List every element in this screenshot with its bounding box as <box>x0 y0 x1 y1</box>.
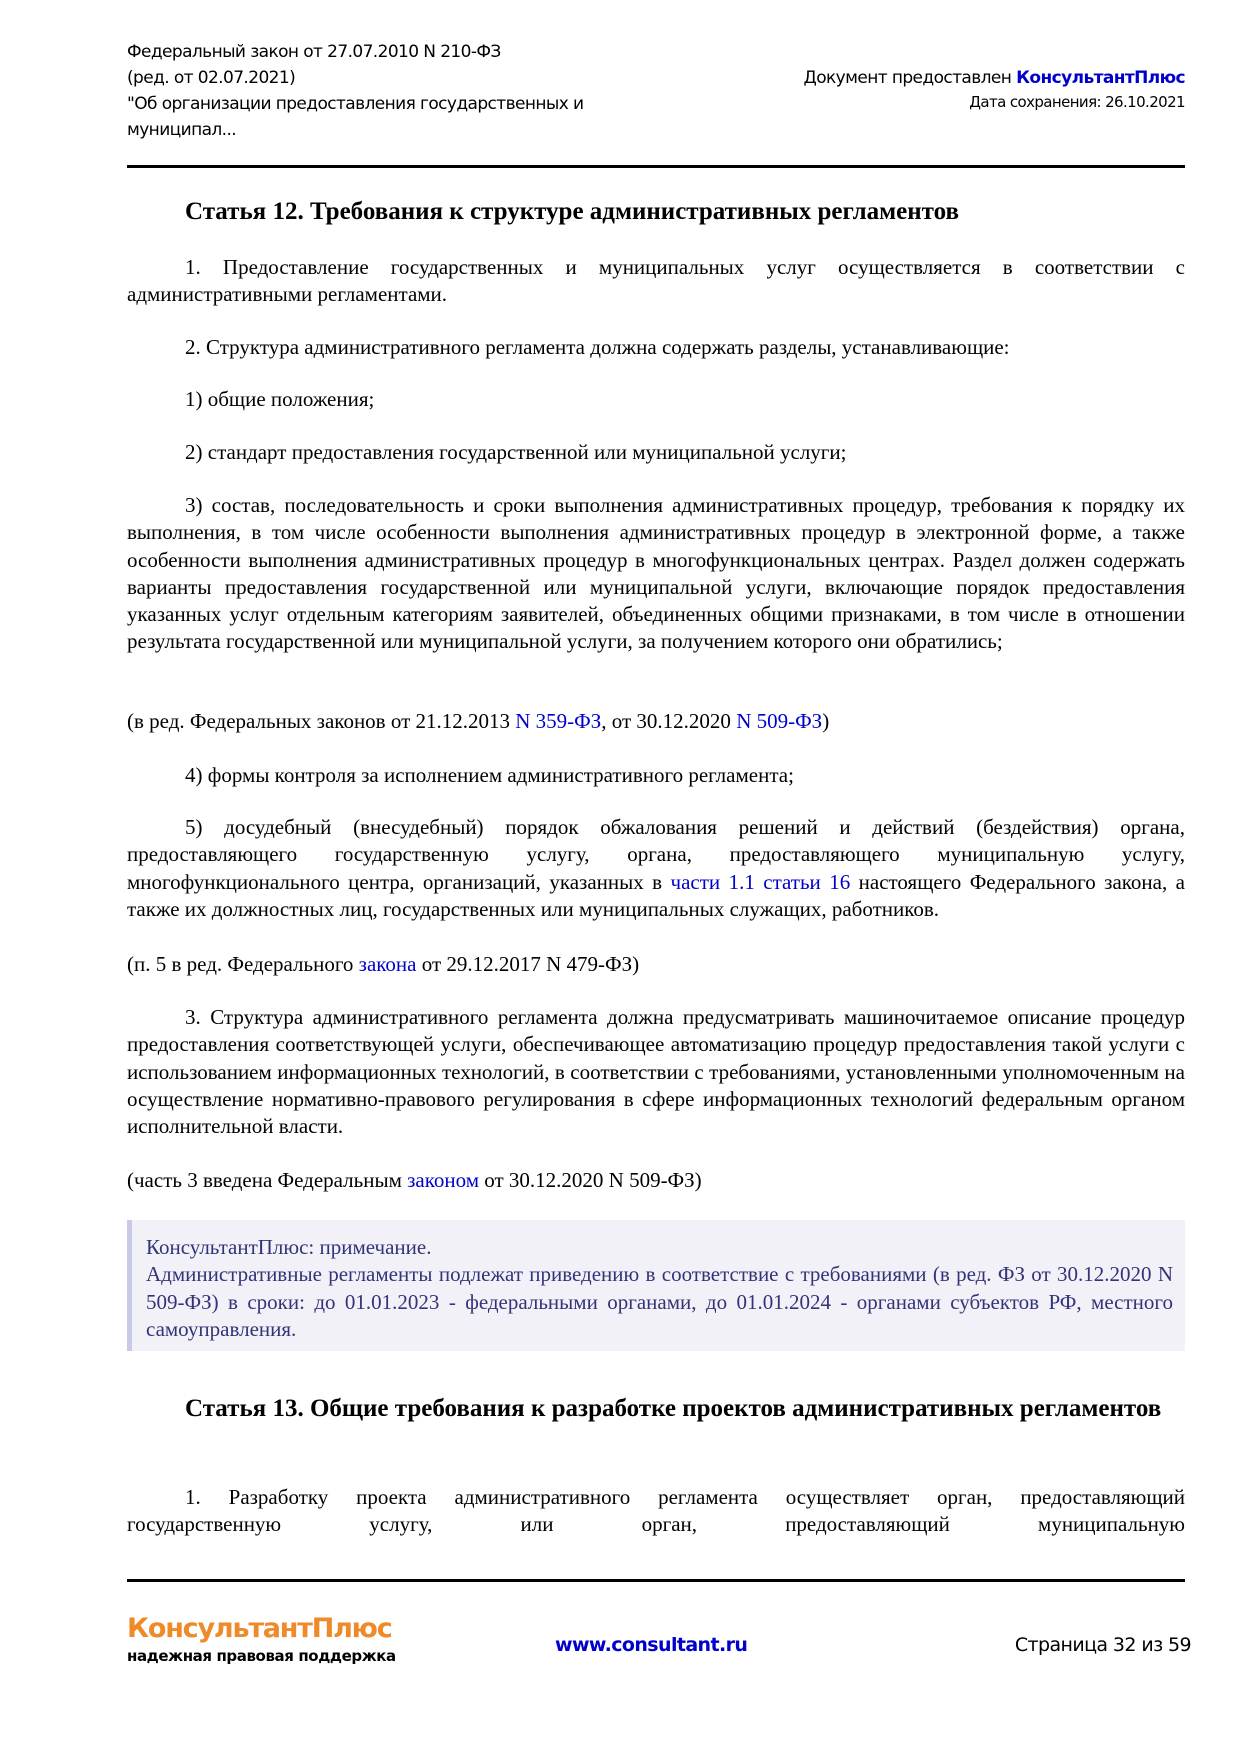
list-item: 2) стандарт предоставления государственной или муниципальной услуги; <box>185 440 847 464</box>
item-text: 5) досудебный (внесудебный) порядок обжалования решений и действий (бездействия) органа, предоставляющего государственную услугу, органа, предоставляющего муниципальную услугу, многофункционального центра, организаций, указанных в <box>127 815 1185 894</box>
note-text: (п. 5 в ред. Федерального <box>127 952 359 976</box>
footer-logo <box>127 1612 396 1666</box>
note-text: (часть 3 введена Федеральным <box>127 1168 408 1192</box>
save-date: Дата сохранения: 26.10.2021 <box>969 93 1185 111</box>
consultant-note-box <box>127 1220 1185 1351</box>
amendment-note <box>127 708 1185 735</box>
list-item <box>127 814 1185 923</box>
header-line: Федеральный закон от 27.07.2010 N 210-ФЗ <box>127 42 501 62</box>
list-item: 3) состав, последовательность и сроки выполнения административных процедур, требования к порядку их выполнения, в том числе особенности выполнения административных процедур в электронной форме, а также особенности выполнения административных процедур в многофункциональных центрах. Раздел должен содержать варианты предоставления государственной или муниципальной услуги, включающие порядок предоставления указанных услуг отдельным категориям заявителей, объединенных общими признаками, в том числе в отношении результата государственной или муниципальной услуги, за получением которого они обратились; <box>127 493 1185 654</box>
law-link[interactable]: закона <box>358 952 417 976</box>
header-divider <box>127 165 1185 168</box>
note-title: КонсультантПлюс: примечание. <box>146 1235 432 1259</box>
note-text: ) <box>822 709 830 733</box>
note-text: от 29.12.2017 N 479-ФЗ) <box>416 952 640 976</box>
amendment-note <box>127 1167 1185 1194</box>
note-text: Административные регламенты подлежат приведению в соответствие с требованиями (в ред. ФЗ от 30.12.2020 N 509-ФЗ) в сроки: до 01.01.2023 - федеральными органами, до 01.01.2024 - органами субъектов РФ, местного самоуправления. <box>146 1262 1173 1341</box>
list-item: 1) общие положения; <box>185 387 375 411</box>
article-13-title: Статья 13. Общие требования к разработке проектов административных регламентов <box>185 1395 1162 1422</box>
document-provider <box>804 65 1185 113</box>
amendment-note <box>127 951 1185 978</box>
law-link[interactable]: N 359-ФЗ <box>515 709 602 733</box>
article-link[interactable]: части 1.1 статьи 16 <box>670 869 851 894</box>
note-text: (в ред. Федеральных законов от 21.12.2013 <box>127 709 516 733</box>
law-link[interactable]: законом <box>407 1168 479 1192</box>
item-text: настоящего Федерального закона, а также их должностных лиц, государственных или муниципальных служащих, работников. <box>127 869 1185 921</box>
list-item: 4) формы контроля за исполнением административного регламента; <box>185 763 794 787</box>
note-text: , от 30.12.2020 <box>601 709 737 733</box>
footer-divider <box>127 1579 1185 1582</box>
law-link[interactable]: N 509-ФЗ <box>736 709 823 733</box>
logo-tagline: надежная правовая поддержка <box>127 1647 396 1665</box>
paragraph: 1. Предоставление государственных и муниципальных услуг осуществляется в соответствии с административными регламентами. <box>127 255 1185 307</box>
document-header-title <box>127 39 687 143</box>
provided-by-label: Документ предоставлен <box>803 68 1012 88</box>
header-line: муниципал... <box>127 120 237 140</box>
article-12-title: Статья 12. Требования к структуре административных регламентов <box>185 198 959 225</box>
logo-text: КонсультантПлюс <box>127 1613 392 1644</box>
paragraph: 1. Разработку проекта административного регламента осуществляет орган, предоставляющий государственную услугу, или орган, предоставляющий муниципальную <box>127 1485 1185 1537</box>
paragraph: 2. Структура административного регламента должна содержать разделы, устанавливающие: <box>185 335 1010 359</box>
brand-link[interactable]: КонсультантПлюс <box>1016 68 1185 88</box>
note-text: от 30.12.2020 N 509-ФЗ) <box>479 1168 702 1192</box>
paragraph: 3. Структура административного регламента должна предусматривать машиночитаемое описание процедур предоставления соответствующей услуги, обеспечивающее автоматизацию процедур предоставления такой услуги с использованием информационных технологий, в соответствии с требованиями, установленными уполномоченным на осуществление нормативно-правового регулирования в сфере информационных технологий федеральным органом исполнительной власти. <box>127 1005 1185 1139</box>
header-line: "Об организации предоставления государственных и <box>127 94 584 114</box>
header-line: (ред. от 02.07.2021) <box>127 68 296 88</box>
page-number: Страница 32 из 59 <box>1014 1634 1191 1656</box>
website-link[interactable]: www.consultant.ru <box>555 1634 748 1656</box>
